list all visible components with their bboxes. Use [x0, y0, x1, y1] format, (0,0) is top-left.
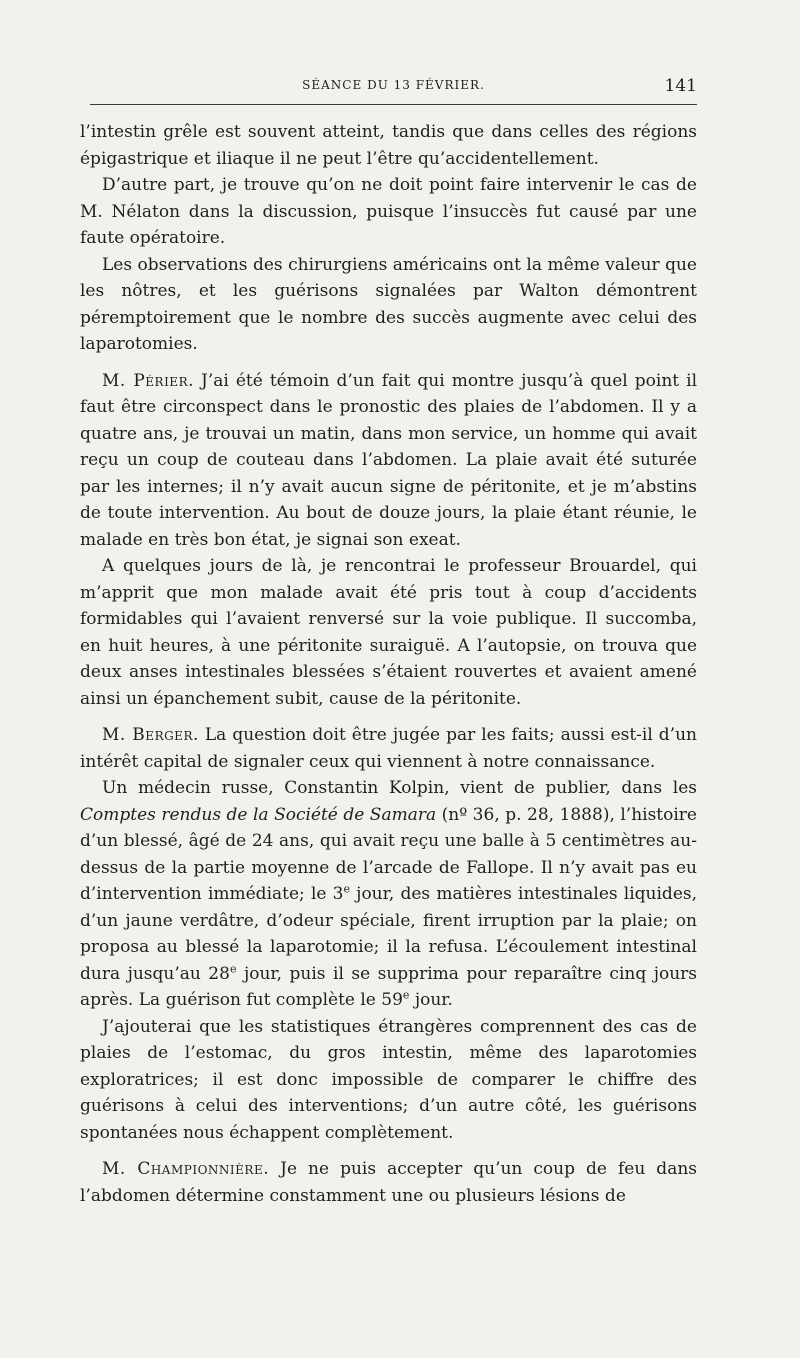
perier-text: J’ai été témoin d’un fait qui montre jusqu’à quel point il faut être circonspect dans le pronostic des plaies de l’abdomen. Il y a quatre ans, je trouvai un matin, dans mon service, un homme qui avait reçu un coup de couteau dans l’abdomen. La plaie avait été suturée par les internes; il n’y avait aucun signe de péritonite, et je m’abstins de toute intervention. Au bout de douze jours, la plaie étant réunie, le malade en très bon état, je signai son exeat.: [80, 370, 698, 550]
superscript-ordinal: e: [343, 882, 350, 896]
journal-title: Comptes rendus de la Société de Samara: [80, 804, 437, 825]
kolpin-text-b: (nº 36, p. 28, 1888), l’histoire d’un blessé, âgé de 24 ans, qui avait reçu une balle à 5 centimètres au-dessus de la partie moyenne de l’arcade de Fallope. Il n’y avait pas eu d’intervention immédiate; le 3: [80, 804, 697, 904]
book-page: [80, 70, 697, 1209]
paragraph-perier: [80, 368, 697, 554]
paragraph-americains: Les observations des chirurgiens américains ont la même valeur que les nôtres, et les guérisons signalées par Walton démontrent péremptoirement que le nombre des succès augmente avec celui des laparotomies.: [80, 254, 697, 354]
running-title: SÉANCE DU 13 FÉVRIER.: [302, 78, 485, 92]
paragraph-championniere: [80, 1156, 697, 1209]
berger-text: La question doit être jugée par les faits; aussi est-il d’un intérêt capital de signaler ceux qui viennent à notre connaissance.: [80, 725, 697, 772]
speaker-perier: M. Périer.: [102, 370, 195, 391]
paragraph-berger: [80, 722, 697, 775]
paragraph-nelaton: D’autre part, je trouve qu’on ne doit point faire intervenir le cas de M. Nélaton dans la discussion, puisque l’insuccès fut causé par une faute opératoire.: [80, 175, 697, 248]
running-header: [90, 70, 697, 105]
championniere-text: Je ne puis accepter qu’un coup de feu dans l’abdomen détermine constamment une ou plusieurs lésions de: [80, 1159, 697, 1206]
kolpin-text-c: jour, des matières intestinales liquides, d’un jaune verdâtre, d’odeur spéciale, firent irruption par la plaie; on proposa au blessé la laparotomie; il la refusa. L’écoulement intestinal dura jusqu’au 28: [80, 884, 698, 984]
superscript-ordinal: e: [229, 961, 237, 975]
kolpin-text-a: Un médecin russe, Constantin Kolpin, vient de publier, dans les: [102, 778, 697, 798]
paragraph-intestin: l’intestin grêle est souvent atteint, tandis que dans celles des régions épigastrique et iliaque il ne peut l’être qu’accidentellement.: [80, 122, 697, 169]
paragraph-brouardel: A quelques jours de là, je rencontrai le professeur Brouardel, qui m’apprit que mon malade avait été pris tout à coup d’accidents formidables qui l’avaient renversé sur la voie publique. Il succomba, en huit heures, à une péritonite suraiguë. A l’autopsie, on trouva que deux anses intestinales blessées s’étaient rouvertes et avaient amené ainsi un épanchement subit, cause de la péritonite.: [80, 556, 697, 709]
paragraph-statistiques: J’ajouterai que les statistiques étrangères comprennent des cas de plaies de l’estomac, du gros intestin, même des laparotomies exploratrices; il est donc impossible de comparer le chiffre des guérisons à celui des interventions; d’un autre côté, les guérisons spontanées nous échappent complètement.: [80, 1016, 697, 1143]
kolpin-text-e: jour.: [409, 990, 453, 1010]
kolpin-text-d: jour, puis il se supprima pour reparaître cinq jours après. La guérison fut complète le 59: [80, 963, 698, 1010]
paragraph-kolpin: [80, 775, 697, 1014]
speaker-berger: M. Berger.: [102, 725, 199, 745]
page-number: 141: [664, 76, 697, 96]
speaker-championniere: M. Championnière.: [102, 1159, 270, 1179]
superscript-ordinal: e: [402, 988, 410, 1002]
